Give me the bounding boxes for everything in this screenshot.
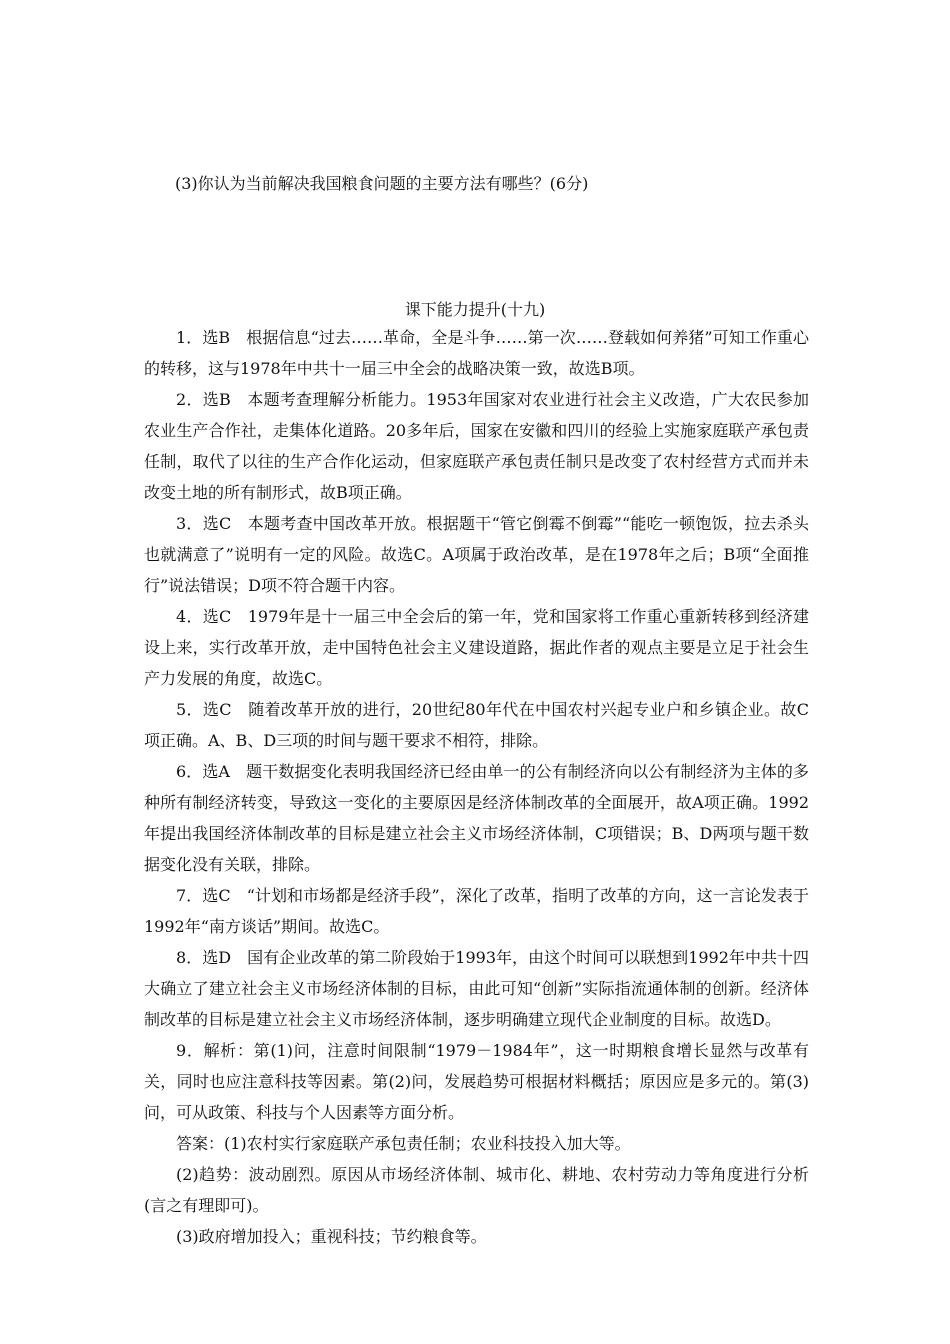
answer-9-answer-1: 答案：(1)农村实行家庭联产承包责任制；农业科技投入加大等。 xyxy=(176,1134,631,1153)
answer-4: 4．选C 1979年是十一届三中全会后的第一年，党和国家将工作重心重新转移到经济建设上来，实行改革开放，走中国特色社会主义建设道路，据此作者的观点主要是立足于社会生产力发展的角度，故选C。 xyxy=(144,607,809,688)
answer-9-analysis: 9．解析：第(1)问，注意时间限制“1979－1984年”，这一时期粮食增长显然与改革有关，同时也应注意科技等因素。第(2)问，发展趋势可根据材料概括；原因应是多元的。第(3)问，可从政策、科技与个人因素等方面分析。 xyxy=(144,1041,809,1122)
answer-6: 6．选A 题干数据变化表明我国经济已经由单一的公有制经济向以公有制经济为主体的多种所有制经济转变，导致这一变化的主要原因是经济体制改革的全面展开，故A项正确。1992年提出我国经济体制改革的目标是建立社会主义市场经济体制，C项错误；B、D两项与题干数据变化没有关联，排除。 xyxy=(144,762,809,874)
answer-7: 7．选C “计划和市场都是经济手段”，深化了改革，指明了改革的方向，这一言论发表于1992年“南方谈话”期间。故选C。 xyxy=(144,886,809,936)
answer-list xyxy=(144,322,809,1252)
answer-3: 3．选C 本题考查中国改革开放。根据题干“管它倒霉不倒霉”“能吃一顿饱饭，拉去杀头也就满意了”说明有一定的风险。故选C。A项属于政治改革，是在1978年之后；B项“全面推行”说法错误；D项不符合题干内容。 xyxy=(144,514,809,595)
answer-8: 8．选D 国有企业改革的第二阶段始于1993年，由这个时间可以联想到1992年中共十四大确立了建立社会主义市场经济体制的目标，由此可知“创新”实际指流通体制的创新。经济体制改革的目标是建立社会主义市场经济体制，逐步明确建立现代企业制度的目标。故选D。 xyxy=(144,948,809,1029)
answer-1: 1．选B 根据信息“过去……革命，全是斗争……第一次……登载如何养猪”可知工作重心的转移，这与1978年中共十一届三中全会的战略决策一致，故选B项。 xyxy=(144,328,809,378)
section-title: 课下能力提升(十九) xyxy=(404,300,546,319)
question-3: (3)你认为当前解决我国粮食问题的主要方法有哪些？(6分) xyxy=(175,174,589,193)
answer-9-answer-3: (3)政府增加投入；重视科技；节约粮食等。 xyxy=(176,1227,487,1246)
answer-9-answer-2: (2)趋势：波动剧烈。原因从市场经济体制、城市化、耕地、农村劳动力等角度进行分析(言之有理即可)。 xyxy=(144,1165,809,1215)
answer-2: 2．选B 本题考查理解分析能力。1953年国家对农业进行社会主义改造，广大农民参加农业生产合作社，走集体化道路。20多年后，国家在安徽和四川的经验上实施家庭联产承包责任制，取代了以往的生产合作化运动，但家庭联产承包责任制只是改变了农村经营方式而并未改变土地的所有制形式，故B项正确。 xyxy=(144,390,809,502)
answer-5: 5．选C 随着改革开放的进行，20世纪80年代在中国农村兴起专业户和乡镇企业。故C项正确。A、B、D三项的时间与题干要求不相符，排除。 xyxy=(144,700,809,750)
